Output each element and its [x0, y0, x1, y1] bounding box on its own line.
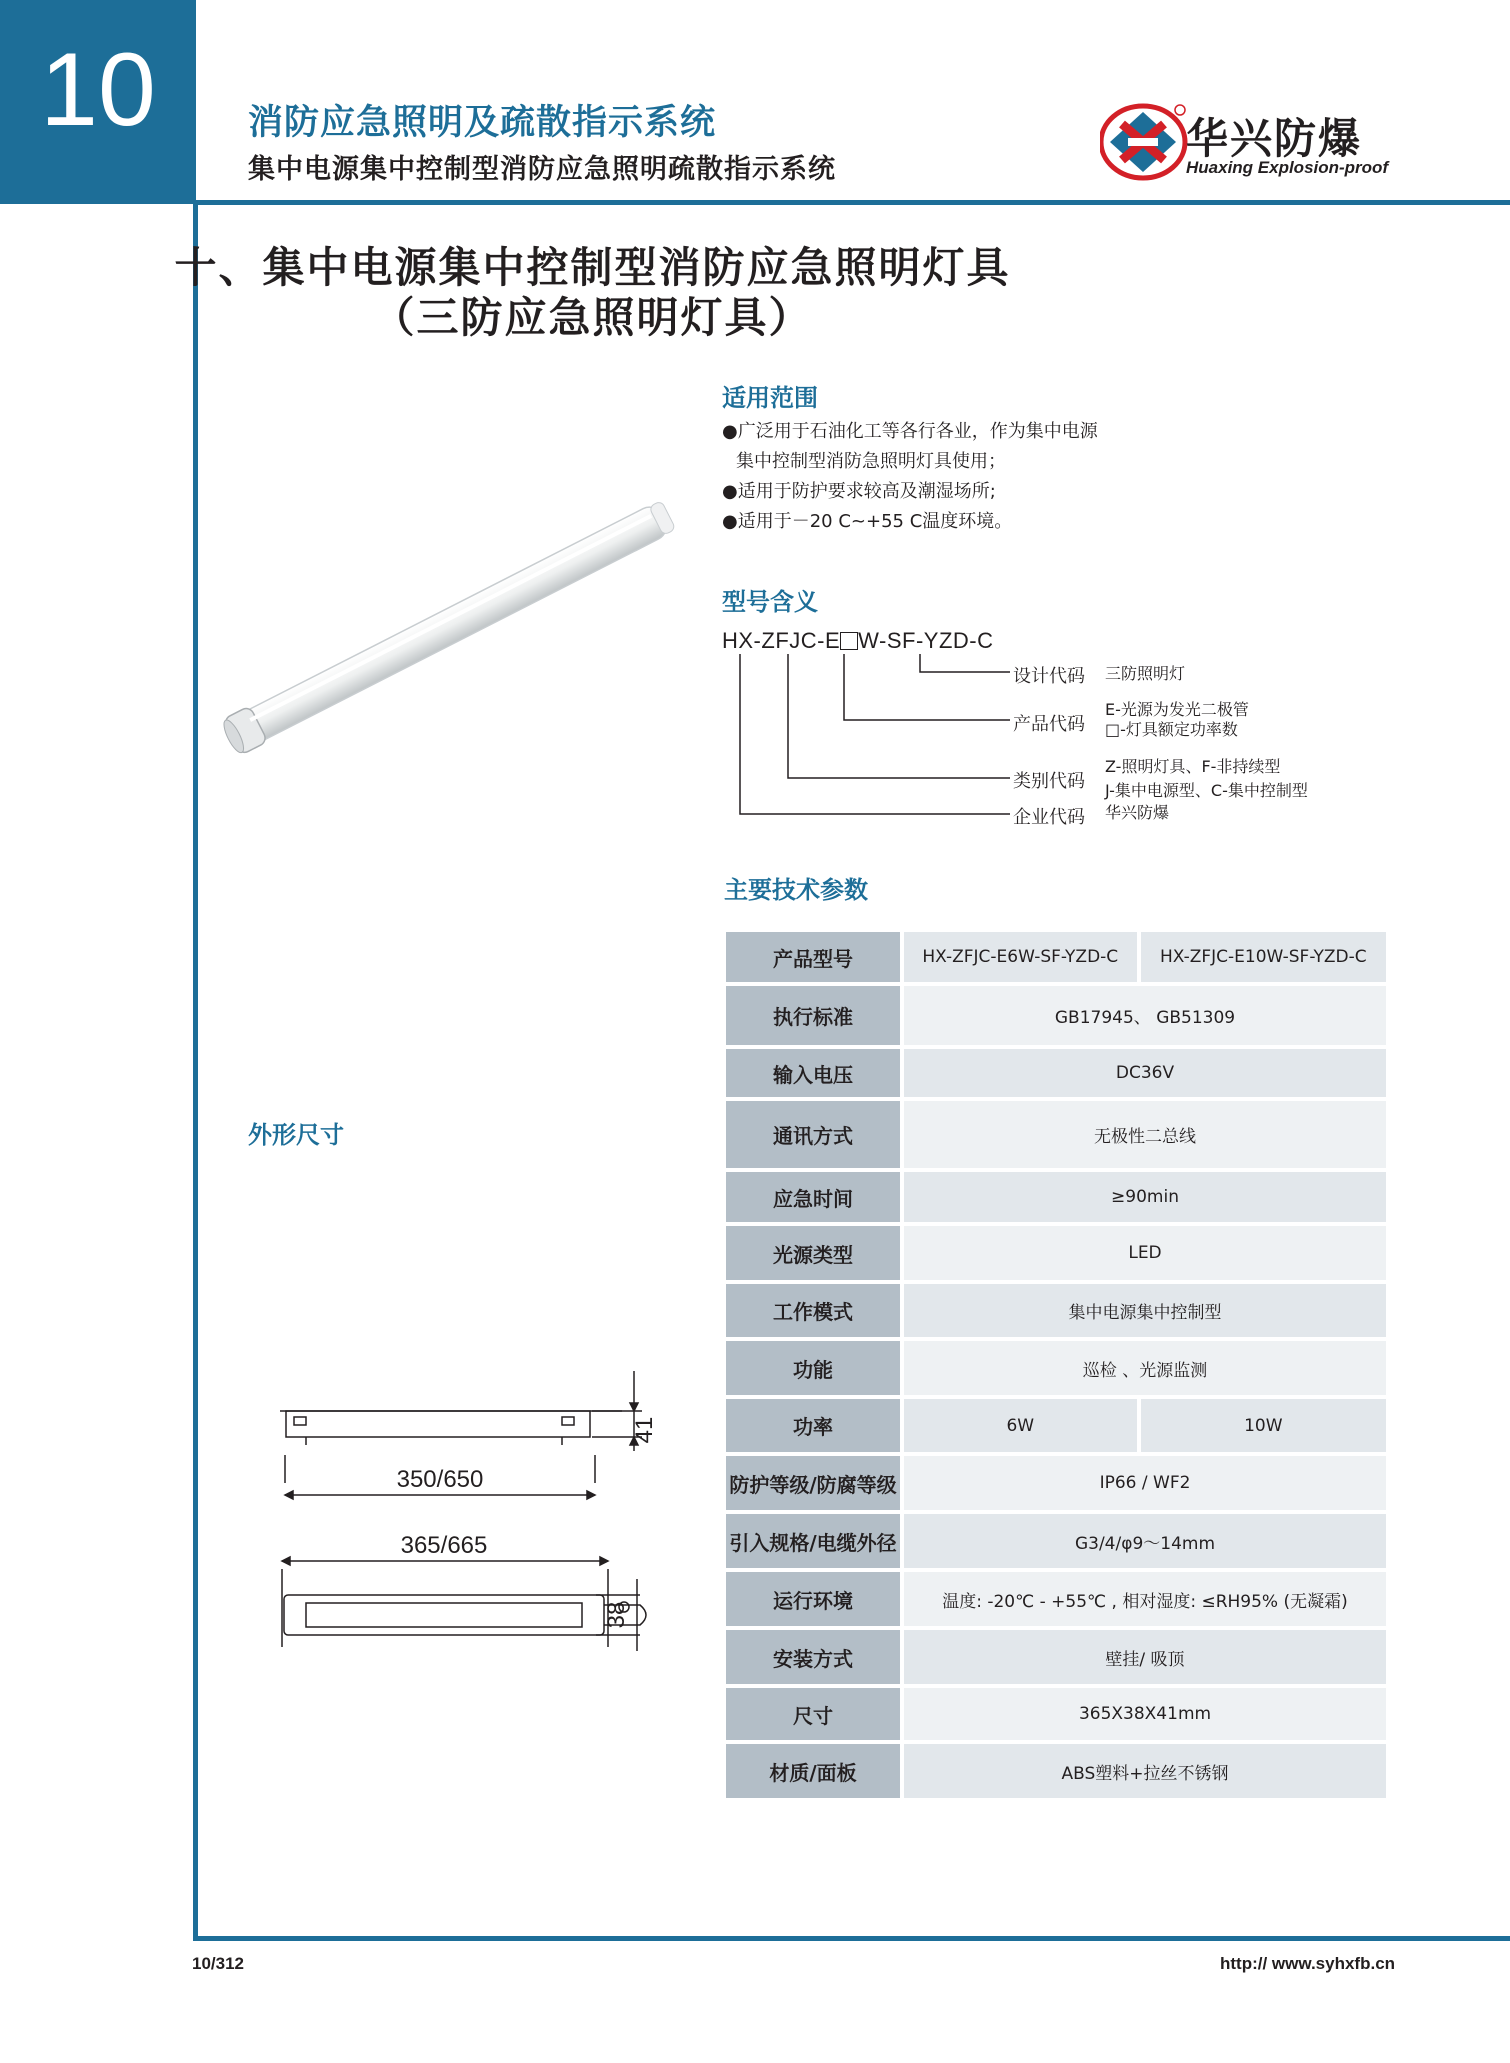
- scope-item: ●广泛用于石油化工等各行各业，作为集中电源: [722, 421, 1098, 442]
- code-label-company: 企业代码: [1013, 807, 1085, 828]
- spec-label: 功能: [724, 1339, 902, 1397]
- code-label-product: 产品代码: [1013, 714, 1085, 735]
- table-row: [724, 1686, 1388, 1742]
- table-row: [724, 1339, 1388, 1397]
- code-desc-category-1: Z-照明灯具、F-非持续型: [1105, 757, 1281, 776]
- logo-name: 华兴防爆: [1186, 114, 1363, 163]
- code-label-design: 设计代码: [1013, 666, 1085, 687]
- spec-value: ABS塑料+拉丝不锈钢: [902, 1742, 1388, 1800]
- spec-label: 工作模式: [724, 1282, 902, 1339]
- model-power-box: [840, 632, 858, 650]
- scope-heading: 适用范围: [722, 384, 818, 412]
- table-row: [724, 1512, 1388, 1570]
- spec-label: 产品型号: [724, 930, 902, 984]
- spec-value: 壁挂/ 吸顶: [902, 1628, 1388, 1686]
- document-title-sub: （三防应急照明灯具）: [372, 293, 813, 342]
- dim-outer-length-label: 365/665: [400, 1532, 488, 1559]
- model-code: [722, 628, 994, 654]
- code-desc-product-2: □-灯具额定功率数: [1105, 720, 1238, 739]
- document-title: 十、集中电源集中控制型消防应急照明灯具: [174, 243, 1011, 292]
- model-code-part2: W-SF-YZD-C: [858, 628, 994, 653]
- page-number: 10/312: [192, 1954, 244, 1973]
- spec-label: 材质/面板: [724, 1742, 902, 1800]
- table-row: [724, 1224, 1388, 1282]
- table-row: [724, 1099, 1388, 1170]
- spec-label: 运行环境: [724, 1570, 902, 1628]
- lamp-product-image: [214, 500, 714, 770]
- spec-label: 防护等级/防腐等级: [724, 1454, 902, 1512]
- spec-value: 温度: -20℃ - +55℃ , 相对湿度: ≤RH95% (无凝霜): [902, 1570, 1388, 1628]
- spec-label: 引入规格/电缆外径: [724, 1512, 902, 1570]
- scope-item: 集中控制型消防急照明灯具使用；: [736, 451, 1006, 472]
- spec-value: 6W: [902, 1397, 1139, 1454]
- spec-value: GB17945、 GB51309: [902, 984, 1388, 1047]
- spec-label: 应急时间: [724, 1170, 902, 1224]
- spec-label: 通讯方式: [724, 1099, 902, 1170]
- scope-item: ●适用于防护要求较高及潮湿场所;: [722, 481, 996, 502]
- chapter-number: 10: [40, 32, 156, 148]
- chapter-box: [0, 0, 196, 204]
- dim-width-label: 38: [603, 1601, 630, 1629]
- code-desc-design: 三防照明灯: [1105, 664, 1186, 683]
- spec-value: 无极性二总线: [902, 1099, 1388, 1170]
- table-row: [724, 1454, 1388, 1512]
- code-label-category: 类别代码: [1013, 771, 1085, 792]
- spec-label: 执行标准: [724, 984, 902, 1047]
- table-row: [724, 1570, 1388, 1628]
- website-link[interactable]: http:// www.syhxfb.cn: [1220, 1954, 1396, 1973]
- scope-item: ●适用于－20 C~+55 C温度环境。: [722, 511, 1013, 532]
- code-desc-product-1: E-光源为发光二极管: [1105, 700, 1249, 719]
- header-subtitle: 集中电源集中控制型消防应急照明疏散指示系统: [248, 154, 836, 185]
- spec-label: 安装方式: [724, 1628, 902, 1686]
- specs-heading: 主要技术参数: [724, 876, 868, 904]
- spec-label: 光源类型: [724, 1224, 902, 1282]
- logo-english: Huaxing Explosion-proof: [1186, 158, 1389, 177]
- spec-label: 尺寸: [724, 1686, 902, 1742]
- top-rule: [196, 200, 1510, 205]
- spec-value: HX-ZFJC-E6W-SF-YZD-C: [902, 930, 1139, 984]
- header-title: 消防应急照明及疏散指示系统: [248, 103, 717, 143]
- table-row: [724, 1742, 1388, 1800]
- spec-value: 集中电源集中控制型: [902, 1282, 1388, 1339]
- spec-value: 巡检 、光源监测: [902, 1339, 1388, 1397]
- table-row: [724, 984, 1388, 1047]
- spec-value: ≥90min: [902, 1170, 1388, 1224]
- table-row: [724, 1170, 1388, 1224]
- table-row: [724, 1047, 1388, 1099]
- model-code-part1: HX-ZFJC-E: [722, 628, 841, 653]
- spec-value: LED: [902, 1224, 1388, 1282]
- model-code-leader-lines: [722, 652, 1022, 832]
- dimensions-heading: 外形尺寸: [248, 1121, 344, 1149]
- dimension-drawing: [272, 1355, 692, 1655]
- spec-value: IP66 / WF2: [902, 1454, 1388, 1512]
- table-row: [724, 1397, 1388, 1454]
- table-row: [724, 930, 1388, 984]
- dim-height-label: 41: [631, 1416, 658, 1444]
- specs-table: [724, 930, 1388, 1800]
- spec-label: 输入电压: [724, 1047, 902, 1099]
- model-heading: 型号含义: [722, 588, 818, 616]
- code-desc-category-2: J-集中电源型、C-集中控制型: [1105, 781, 1308, 800]
- table-row: [724, 1282, 1388, 1339]
- spec-value: HX-ZFJC-E10W-SF-YZD-C: [1139, 930, 1388, 984]
- spec-label: 功率: [724, 1397, 902, 1454]
- bottom-rule: [193, 1936, 1510, 1941]
- code-desc-company: 华兴防爆: [1105, 803, 1170, 822]
- left-rule: [193, 204, 198, 1940]
- spec-value: 365X38X41mm: [902, 1686, 1388, 1742]
- spec-value: G3/4/φ9～14mm: [902, 1512, 1388, 1570]
- dim-inner-length-label: 350/650: [396, 1466, 484, 1493]
- spec-value: 10W: [1139, 1397, 1388, 1454]
- spec-value: DC36V: [902, 1047, 1388, 1099]
- table-row: [724, 1628, 1388, 1686]
- scope-list: [722, 417, 1098, 537]
